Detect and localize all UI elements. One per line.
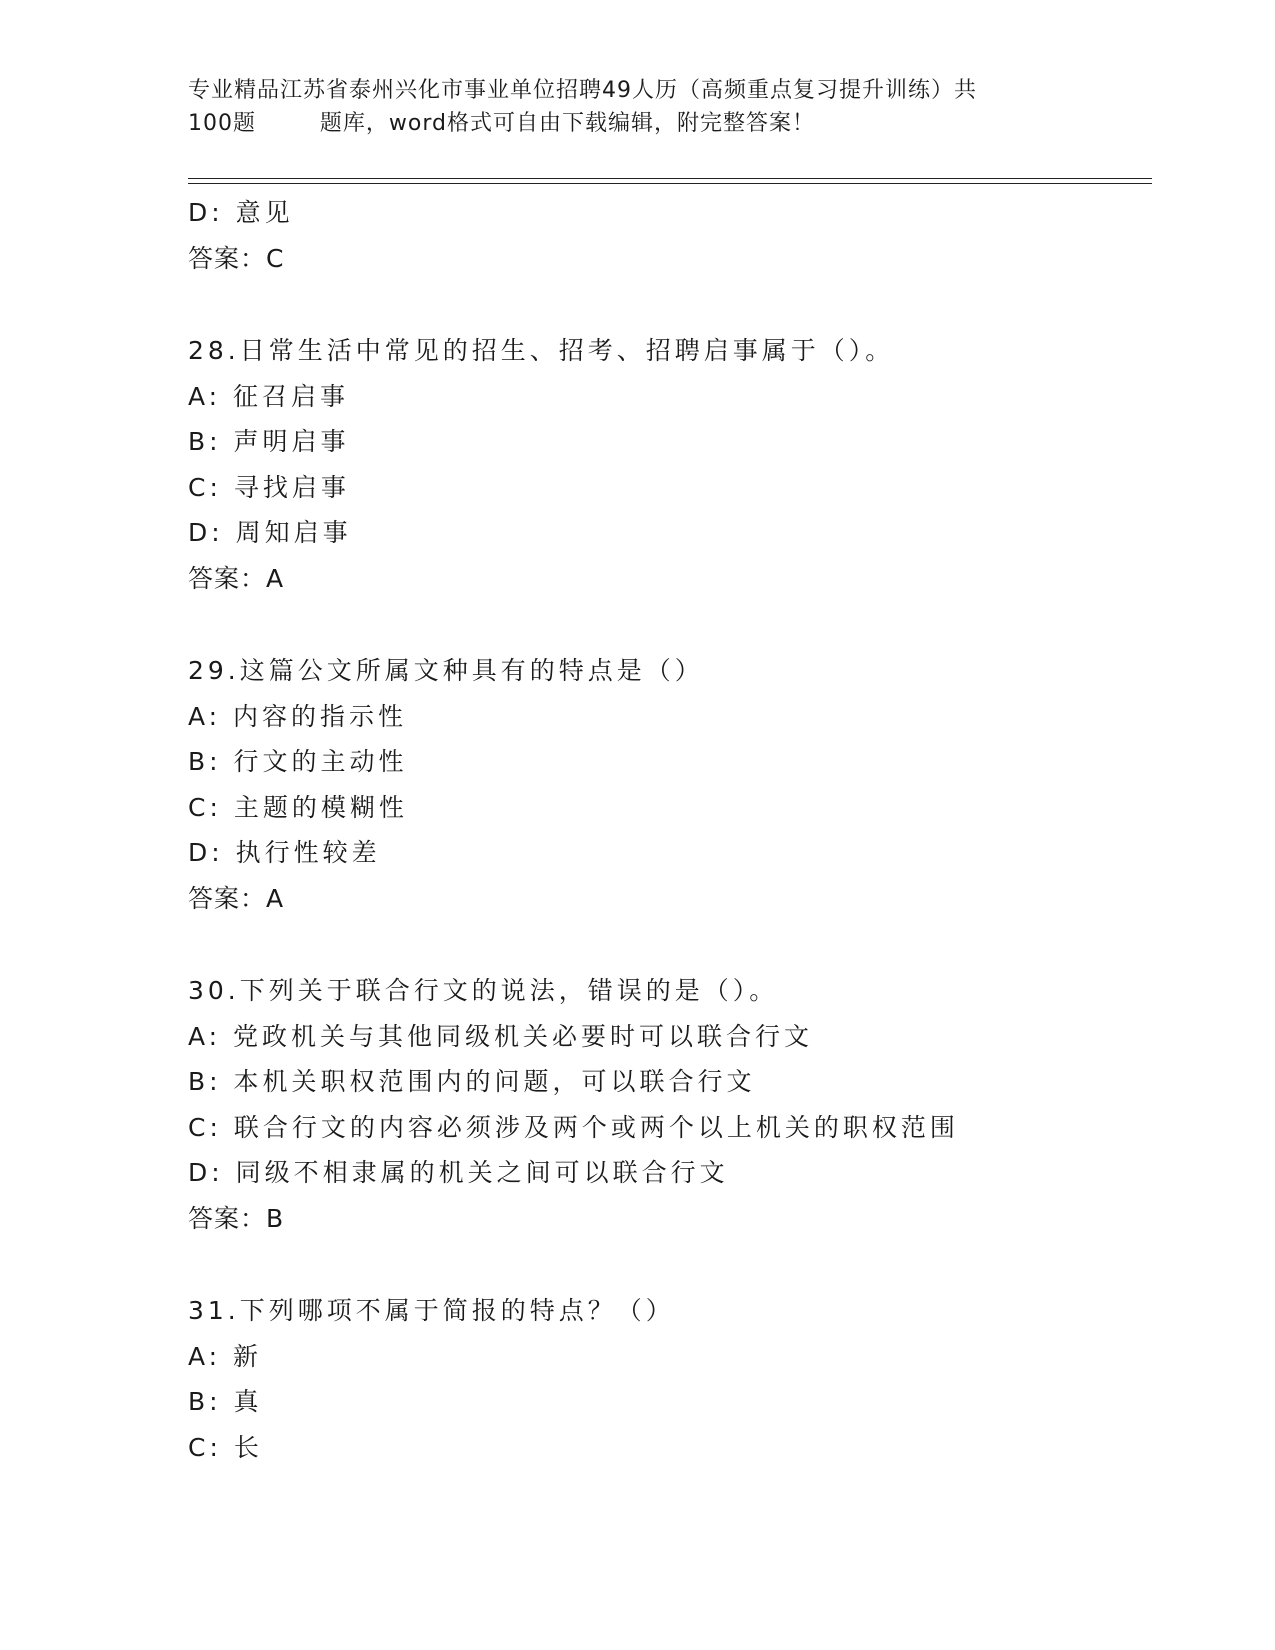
question-stem: 29.这篇公文所属文种具有的特点是（） [188,656,704,685]
question-stem: 28.日常生活中常见的招生、招考、招聘启事属于（）。 [188,336,895,365]
header-title-line-1: 专业精品江苏省泰州兴化市事业单位招聘49人历（高频重点复习提升训练）共 [188,78,977,103]
option-c: C: 寻找启事 [188,472,350,502]
question-29 [188,648,1148,921]
option-b: B: 声明启事 [188,427,350,456]
option-d: D: 意见 [188,198,294,227]
question-28 [188,328,1148,601]
option-d: D: 周知启事 [188,518,352,547]
option-c: C: 长 [188,1432,263,1462]
option-b: B: 本机关职权范围内的问题，可以联合行文 [188,1067,756,1096]
header-title-line-2: 100题 题库，word格式可自由下载编辑，附完整答案！ [188,111,816,136]
answer-line: 答案：A [188,883,285,913]
option-a: A: 内容的指示性 [188,701,408,731]
option-c: C: 联合行文的内容必须涉及两个或两个以上机关的职权范围 [188,1112,959,1142]
header-divider-top [188,178,1152,179]
option-d: D: 执行性较差 [188,838,381,867]
answer-line: 答案：A [188,563,285,593]
question-stem: 30.下列关于联合行文的说法，错误的是（）。 [188,976,779,1005]
question-30 [188,968,1148,1241]
option-b: B: 真 [188,1387,263,1416]
question-list [188,190,1148,1470]
spacer [188,1241,1148,1288]
question-31 [188,1288,1148,1470]
option-a: A: 征召启事 [188,381,350,411]
option-d: D: 同级不相隶属的机关之间可以联合行文 [188,1158,729,1187]
option-b: B: 行文的主动性 [188,747,408,776]
option-c: C: 主题的模糊性 [188,792,408,822]
document-header [188,74,1068,140]
spacer [188,921,1148,968]
option-a: A: 新 [188,1341,263,1371]
spacer [188,281,1148,328]
header-divider-bottom [188,183,1152,184]
spacer [188,601,1148,648]
question-stem: 31.下列哪项不属于简报的特点？（） [188,1296,675,1325]
answer-line: 答案：C [188,243,285,273]
answer-line: 答案：B [188,1203,285,1233]
option-a: A: 党政机关与其他同级机关必要时可以联合行文 [188,1021,814,1051]
